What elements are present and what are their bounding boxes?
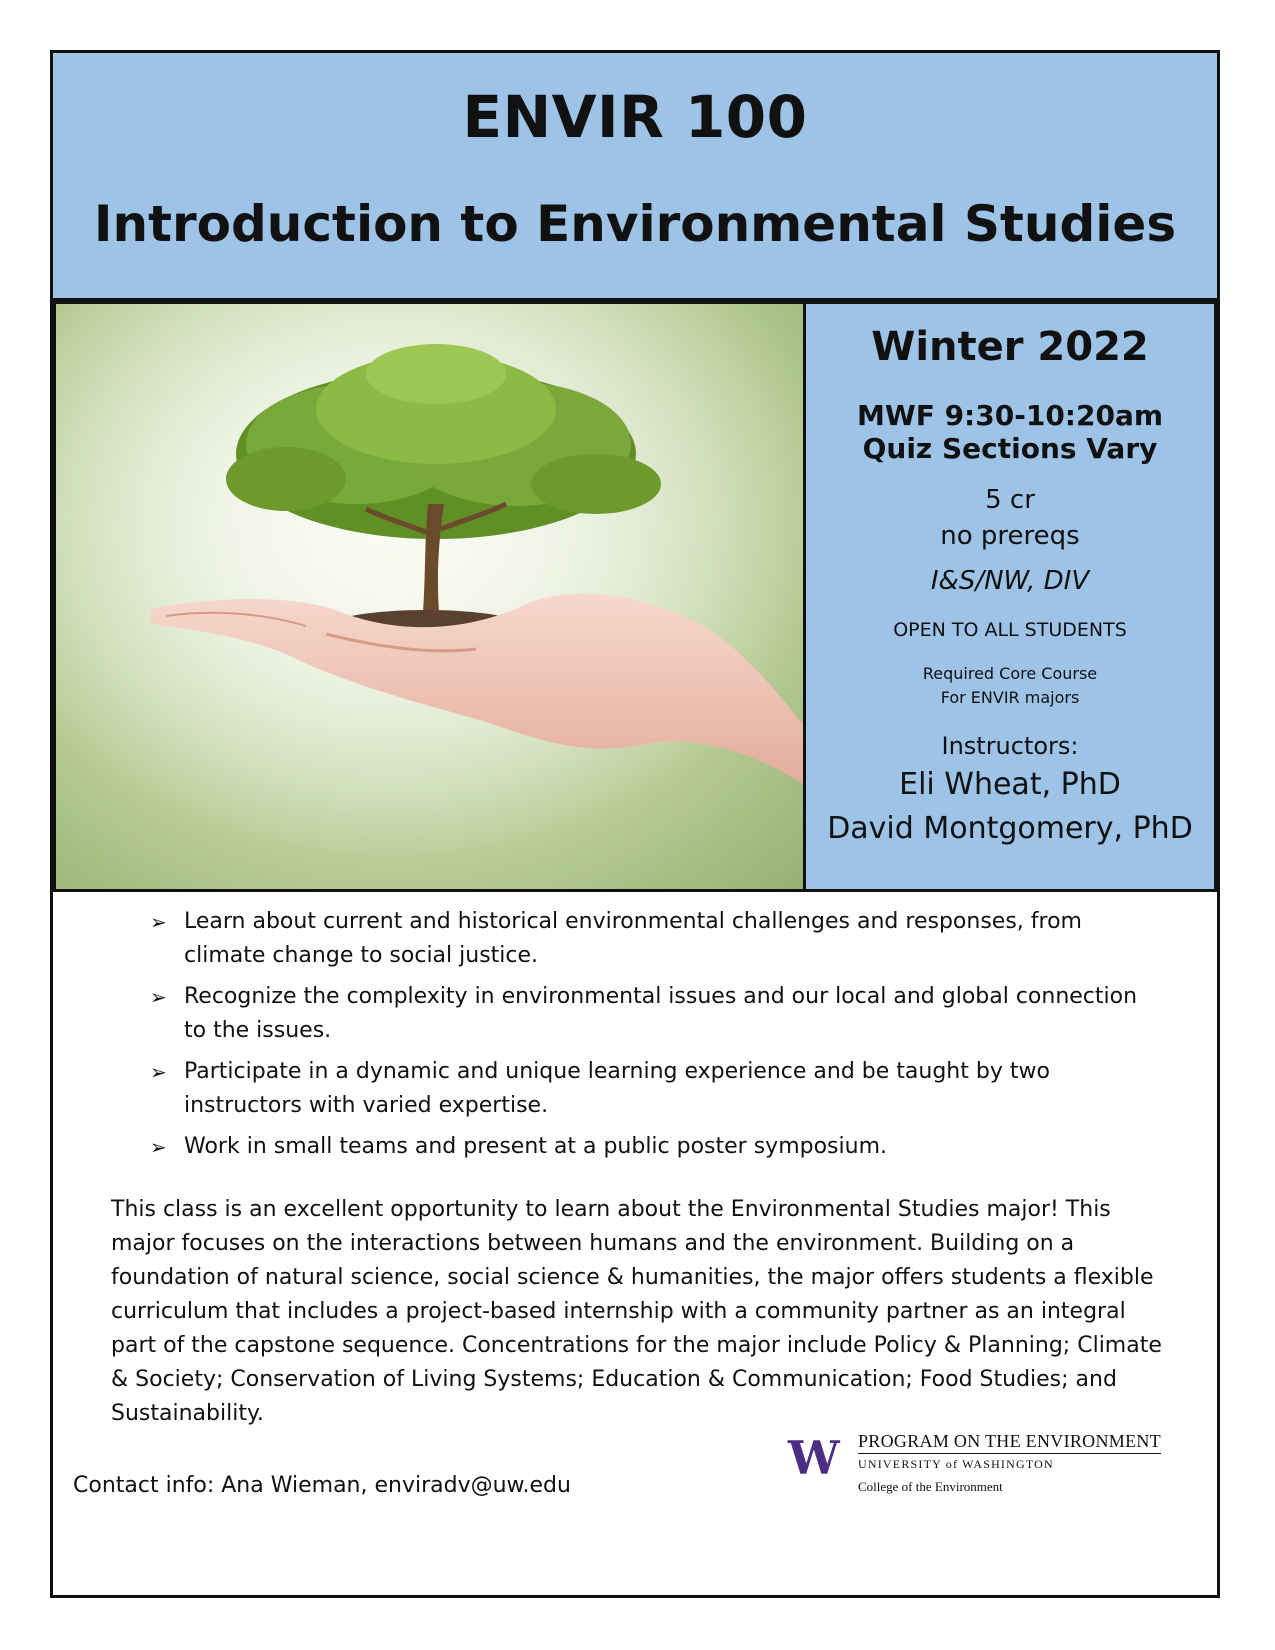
schedule-time: MWF 9:30-10:20am <box>856 399 1164 432</box>
benefits-list <box>148 905 1148 1171</box>
core-course-note <box>806 662 1214 710</box>
logo-program-name: PROGRAM ON THE ENVIRONMENT <box>858 1431 1161 1454</box>
list-item: ➢ Participate in a dynamic and unique learning experience and be taught by two instructors with varied expertise. <box>148 1055 1148 1123</box>
core-line-1: Required Core Course <box>922 664 1098 683</box>
open-to-all: OPEN TO ALL STUDENTS <box>893 619 1127 641</box>
header-banner <box>53 53 1217 301</box>
program-description: This class is an excellent opportunity to learn about the Environmental Studies major! This major focuses on the interactions between humans and the environment. Building on a foundation of natural science, social science & humanities, the major offers students a flexible curriculum that includes a project-based internship with a community partner as an integral part of the capstone sequence. Concentrations for the major include Policy & Planning; Climate & Society; Conservation of Living Systems; Education & Communication; Food Studies; and Sustainability. <box>111 1197 1162 1426</box>
course-info-panel <box>806 301 1217 892</box>
arrow-bullet-icon: ➢ <box>150 1060 167 1084</box>
prereqs: no prereqs <box>940 521 1080 551</box>
logo-university-name: UNIVERSITY of WASHINGTON <box>858 1457 1054 1471</box>
flyer-frame <box>50 50 1220 1598</box>
list-item: ➢ Recognize the complexity in environmental issues and our local and global connection to the issues. <box>148 980 1148 1048</box>
core-line-2: For ENVIR majors <box>940 688 1080 707</box>
list-item: ➢ Learn about current and historical environmental challenges and responses, from climate change to social justice. <box>148 905 1148 973</box>
uw-w-logo-icon: W <box>788 1431 836 1485</box>
arrow-bullet-icon: ➢ <box>150 985 167 1009</box>
credits: 5 cr <box>985 485 1035 515</box>
instructor-1: Eli Wheat, PhD <box>899 767 1121 802</box>
logo-college-name: College of the Environment <box>858 1479 1003 1494</box>
tree-in-hands-illustration <box>56 304 803 889</box>
course-title: Introduction to Environmental Studies <box>93 195 1177 253</box>
instructor-2: David Montgomery, PhD <box>827 811 1193 846</box>
instructors-label: Instructors: <box>941 732 1079 760</box>
schedule <box>806 399 1214 465</box>
course-code: ENVIR 100 <box>462 83 808 151</box>
contact-info: Contact info: Ana Wieman, enviradv@uw.edu <box>73 1473 571 1498</box>
term: Winter 2022 <box>871 324 1149 370</box>
gen-ed: I&S/NW, DIV <box>930 566 1090 596</box>
list-item: ➢ Work in small teams and present at a public poster symposium. <box>148 1130 1148 1164</box>
schedule-quiz: Quiz Sections Vary <box>862 432 1158 465</box>
credits-block <box>806 482 1214 554</box>
program-logo <box>788 1429 1161 1501</box>
tree-in-hands-photo <box>53 301 806 892</box>
arrow-bullet-icon: ➢ <box>150 910 167 934</box>
arrow-bullet-icon: ➢ <box>150 1135 167 1159</box>
